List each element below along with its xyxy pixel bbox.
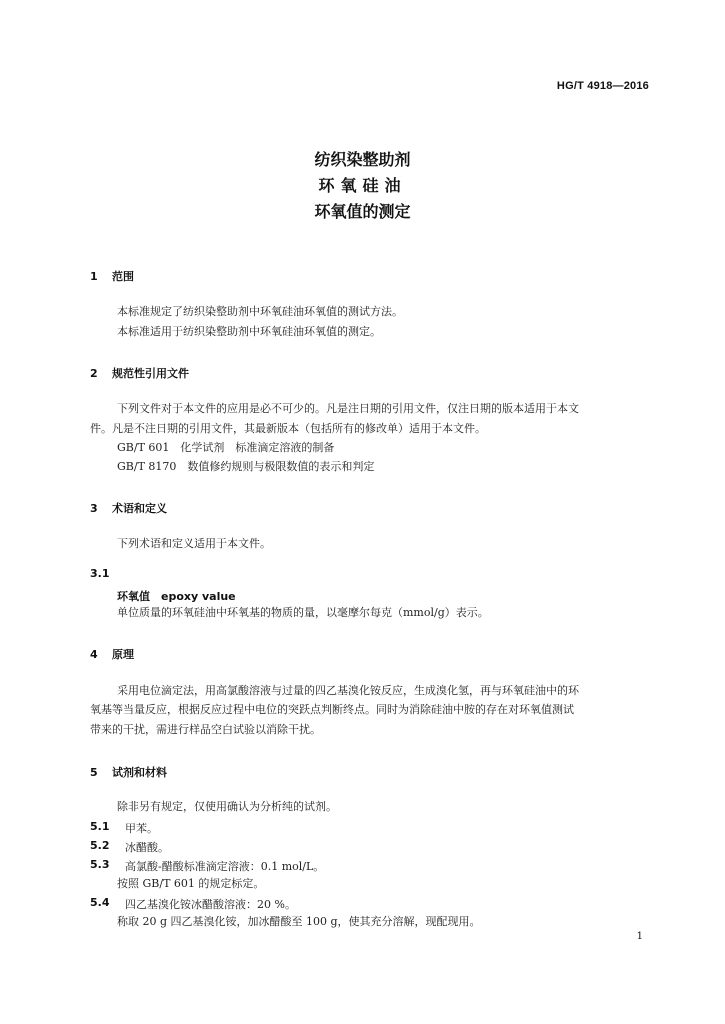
subsection-3-1-number: 3.1 [90,567,110,580]
item-5-4-note: 称取 20 g 四乙基溴化铵，加冰醋酸至 100 g，使其充分溶解，现配现用。 [117,915,481,928]
section-2-title: 规范性引用文件 [112,367,189,380]
section-4-number: 4 [90,648,98,661]
section-5-para-1: 除非另有规定，仅使用确认为分析纯的试剂。 [117,800,337,813]
section-2-number: 2 [90,367,98,380]
section-5-title: 试剂和材料 [112,766,167,779]
title-line-1: 纺织染整助剂 [314,150,411,169]
section-5-number: 5 [90,766,98,779]
item-5-3-number: 5.3 [90,858,110,871]
section-4-para-line-2: 氧基等当量反应，根据反应过程中电位的突跃点判断终点。同时为消除硅油中胺的存在对环氧值测试 [90,703,574,716]
item-5-4-text: 四乙基溴化铵冰醋酸溶液：20 %。 [125,898,296,911]
section-2-heading [90,365,189,381]
section-1-number: 1 [90,270,98,283]
title-line-3: 环氧值的测定 [314,202,411,221]
item-5-2-text: 冰醋酸。 [125,841,169,854]
section-3-number: 3 [90,502,98,515]
term-epoxy-value: 环氧值 epoxy value [117,590,236,603]
page-number: 1 [636,931,643,942]
section-1-title: 范围 [112,270,134,283]
title-line-2: 环氧硅油 [318,176,407,195]
section-1-para-2: 本标准适用于纺织染整助剂中环氧硅油环氧值的测定。 [117,325,381,338]
reference-gbt-601: GB/T 601 化学试剂 标准滴定溶液的制备 [117,441,335,454]
section-1-para-1: 本标准规定了纺织染整助剂中环氧硅油环氧值的测试方法。 [117,305,403,318]
reference-gbt-8170: GB/T 8170 数值修约规则与极限数值的表示和判定 [117,460,375,473]
section-3-title: 术语和定义 [112,502,167,515]
item-5-1-text: 甲苯。 [125,822,158,835]
section-4-para-line-3: 带来的干扰，需进行样品空白试验以消除干扰。 [90,723,321,736]
standard-code: HG/T 4918—2016 [556,80,649,92]
term-definition: 单位质量的环氧硅油中环氧基的物质的量，以毫摩尔每克（mmol/g）表示。 [117,606,489,619]
item-5-4-number: 5.4 [90,896,110,909]
section-1-heading [90,268,134,284]
section-4-para-line-1: 采用电位滴定法，用高氯酸溶液与过量的四乙基溴化铵反应，生成溴化氢，再与环氧硅油中的环 [117,684,579,697]
section-5-heading [90,764,167,780]
item-5-3-text: 高氯酸-醋酸标准滴定溶液：0.1 mol/L。 [125,860,325,873]
item-5-2-number: 5.2 [90,839,110,852]
section-4-title: 原理 [112,648,134,661]
section-2-para-line-2: 件。凡是不注日期的引用文件，其最新版本（包括所有的修改单）适用于本文件。 [90,422,486,435]
section-3-heading [90,500,167,516]
section-2-para-line-1: 下列文件对于本文件的应用是必不可少的。凡是注日期的引用文件，仅注日期的版本适用于本文 [117,402,579,415]
section-3-para-1: 下列术语和定义适用于本文件。 [117,537,271,550]
item-5-3-note: 按照 GB/T 601 的规定标定。 [117,877,265,890]
section-4-heading [90,646,134,662]
item-5-1-number: 5.1 [90,820,110,833]
